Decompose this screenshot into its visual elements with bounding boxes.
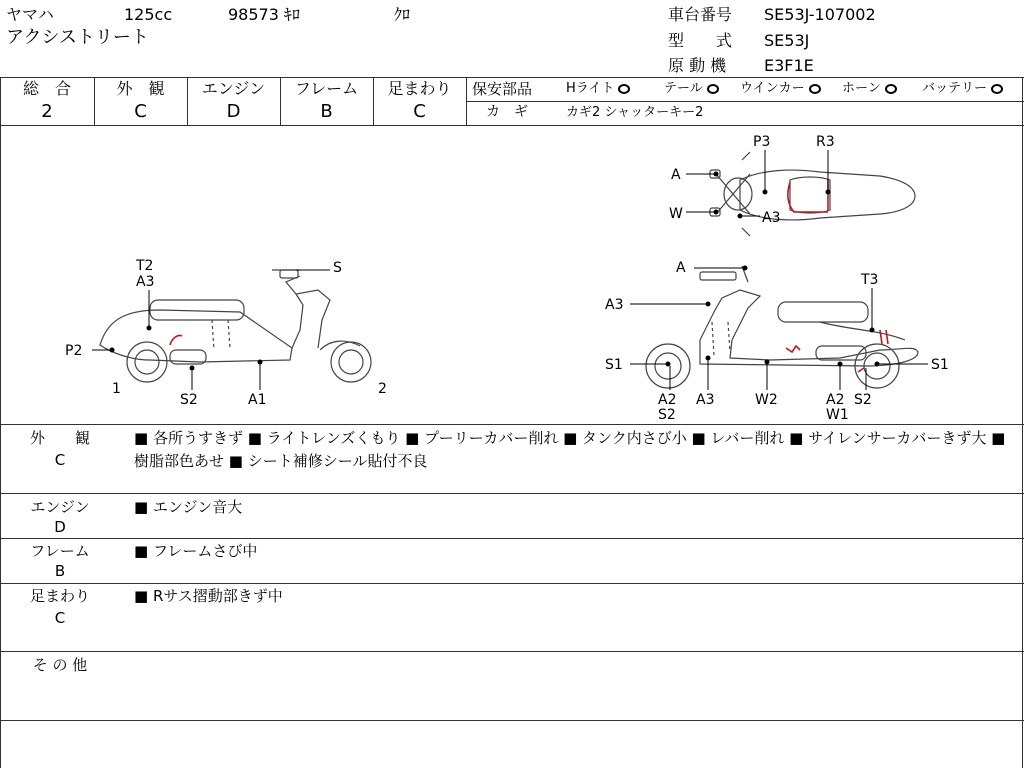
diagram-label: S2 bbox=[180, 392, 198, 408]
section-label: 足まわり bbox=[29, 587, 90, 605]
diagram-label: T2 bbox=[136, 258, 154, 274]
section-grade: C bbox=[54, 451, 66, 469]
section-text: ■ 各所うすきず ■ ライトレンズくもり ■ プーリーカバー削れ ■ タンク内さび小 ■ レバー削れ ■ サイレンサーカバーきず大 ■ 樹脂部色あせ ■ シート補修シール貼付不良 bbox=[134, 429, 1006, 470]
diagram-label: A bbox=[676, 260, 686, 276]
frame-no: SE53J-107002 bbox=[764, 5, 876, 24]
safety-item-label: テール bbox=[664, 81, 703, 96]
diagram-label: A3 bbox=[696, 392, 715, 408]
section-label: そ の 他 bbox=[32, 656, 88, 674]
diagram-label: A3 bbox=[136, 274, 155, 290]
section-grade: B bbox=[54, 562, 66, 580]
diagram-label: W bbox=[669, 206, 683, 222]
safety-item-headlight bbox=[566, 81, 630, 97]
type-value: SE53J bbox=[764, 31, 810, 50]
grade-label: 外 観 bbox=[116, 79, 165, 98]
section-text: ■ エンジン音大 bbox=[134, 498, 243, 516]
diagram-label: R3 bbox=[816, 134, 835, 150]
color: ｸﾛ bbox=[394, 5, 411, 24]
diagram-label: 1 bbox=[112, 381, 121, 397]
maker: ヤマハ bbox=[6, 5, 54, 24]
diagram-label: P3 bbox=[753, 134, 771, 150]
grade-label: エンジン bbox=[201, 79, 266, 98]
section-text: ■ Rサス摺動部きず中 bbox=[134, 587, 283, 605]
model-name: アクシストリート bbox=[6, 27, 149, 48]
diagram-label: A1 bbox=[248, 392, 267, 408]
section-label: 外 観 bbox=[29, 429, 90, 447]
type-label: 型 式 bbox=[668, 31, 733, 50]
grade-value: B bbox=[320, 101, 333, 122]
ok-circle-icon bbox=[885, 84, 897, 94]
engine-value: E3F1E bbox=[764, 56, 814, 75]
diagram-label: S2 bbox=[658, 407, 676, 423]
safety-item-label: ウインカー bbox=[740, 81, 805, 96]
damage-mark bbox=[788, 182, 828, 212]
diagram-label: P2 bbox=[65, 343, 83, 359]
section-grade: C bbox=[54, 609, 66, 627]
key-label: カ ギ bbox=[486, 104, 528, 120]
grade-label: フレーム bbox=[294, 79, 359, 98]
damage-mark bbox=[858, 368, 864, 372]
grade-value: 2 bbox=[41, 101, 53, 122]
diagram-label: T3 bbox=[861, 272, 879, 288]
key-value: カギ2 シャッターキー2 bbox=[566, 105, 704, 120]
diagram-label: A2 bbox=[826, 392, 845, 408]
diagram-label: S2 bbox=[854, 392, 872, 408]
diagram-label: S bbox=[333, 260, 342, 276]
diagram-label: W1 bbox=[826, 407, 849, 423]
diagram-label: 2 bbox=[378, 381, 387, 397]
section-label: フレーム bbox=[30, 542, 90, 560]
section-text: ■ フレームさび中 bbox=[134, 542, 258, 560]
ok-circle-icon bbox=[618, 84, 630, 94]
grade-label: 総 合 bbox=[22, 79, 71, 98]
engine-label: 原 動 機 bbox=[668, 56, 727, 75]
diagram-label: W2 bbox=[755, 392, 778, 408]
grade-value: C bbox=[413, 101, 426, 122]
diagram-label: A3 bbox=[762, 210, 781, 226]
displacement: 125cc bbox=[124, 5, 173, 24]
safety-item-winker bbox=[740, 81, 821, 97]
ok-circle-icon bbox=[809, 84, 821, 94]
diagram-label: A bbox=[671, 167, 681, 183]
damage-mark bbox=[786, 346, 800, 352]
damage-marks bbox=[170, 180, 888, 372]
section-label: エンジン bbox=[30, 498, 90, 516]
ok-circle-icon bbox=[991, 84, 1003, 94]
diagram-label: A2 bbox=[658, 392, 677, 408]
grade-label: 足まわり bbox=[387, 79, 452, 98]
mileage: 98573 ｷﾛ bbox=[228, 5, 300, 24]
safety-item-horn bbox=[842, 81, 897, 97]
damage-diagram bbox=[0, 126, 1022, 423]
safety-item-battery bbox=[922, 81, 1003, 97]
scooter-top-view-illustration bbox=[710, 152, 915, 236]
diagram-label: S1 bbox=[931, 357, 949, 373]
grade-value: C bbox=[134, 101, 147, 122]
grade-value: D bbox=[226, 101, 241, 122]
safety-item-label: バッテリー bbox=[922, 81, 988, 96]
safety-title: 保安部品 bbox=[472, 80, 533, 98]
safety-item-label: Hライト bbox=[566, 81, 615, 96]
safety-item-label: ホーン bbox=[842, 81, 881, 96]
diagram-label: A3 bbox=[605, 297, 624, 313]
diagram-label: S1 bbox=[605, 357, 623, 373]
damage-mark bbox=[880, 330, 888, 344]
safety-item-tail bbox=[664, 81, 719, 97]
damage-mark bbox=[170, 335, 182, 345]
frame-no-label: 車台番号 bbox=[668, 5, 733, 24]
section-grade: D bbox=[54, 518, 66, 536]
ok-circle-icon bbox=[707, 84, 719, 94]
